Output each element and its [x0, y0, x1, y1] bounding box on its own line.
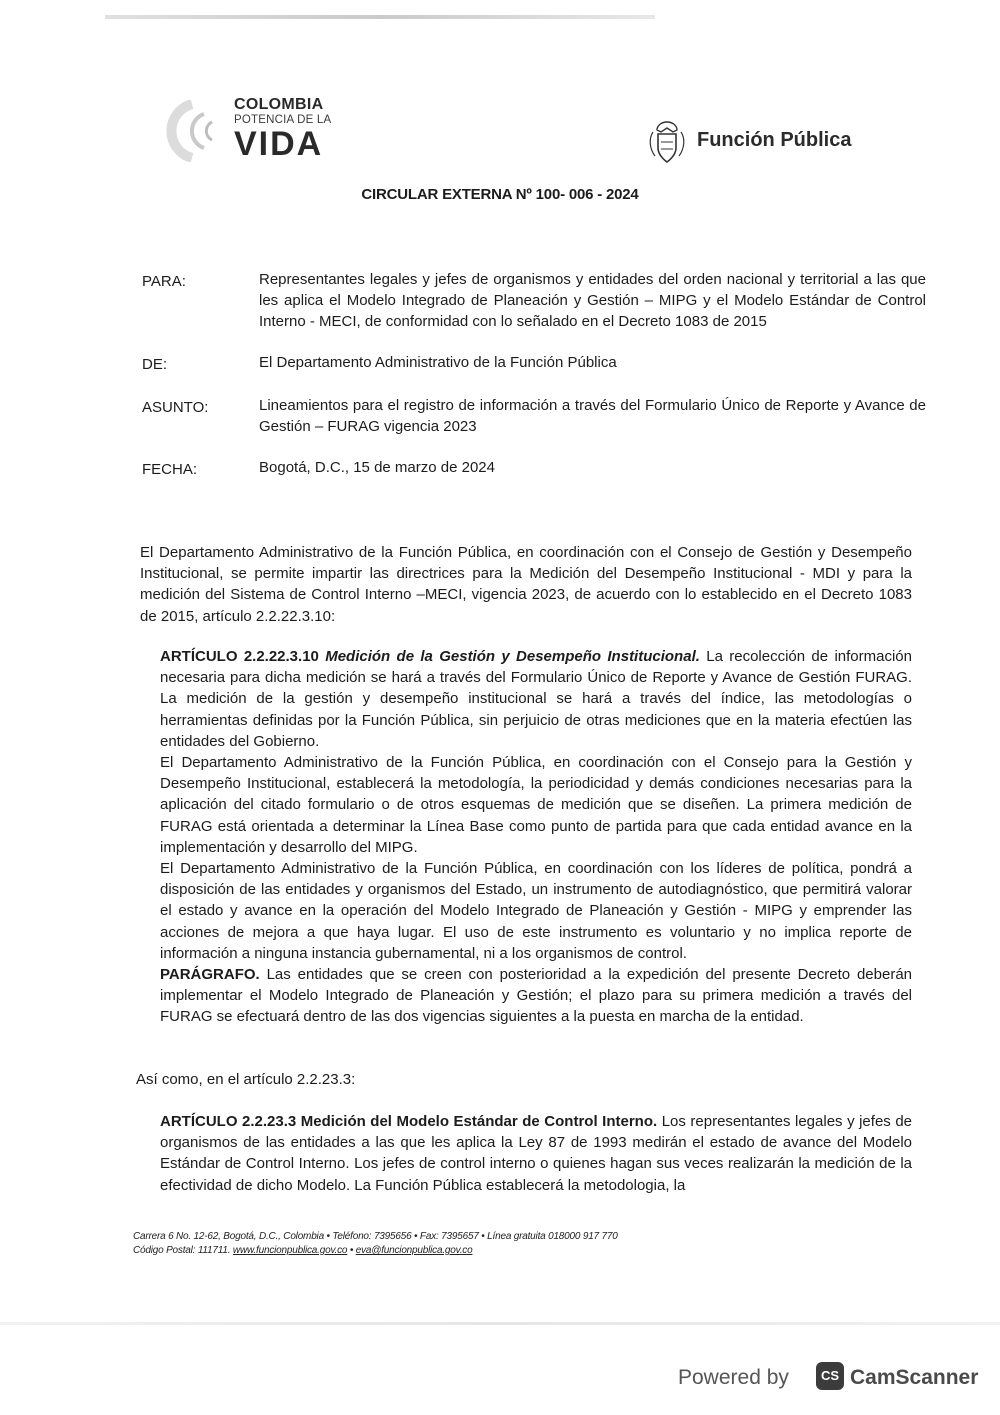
meta-value-asunto: Lineamientos para el registro de información a través del Formulario Único de Reporte y Avance de Gestión – FURAG vigencia 2023: [259, 397, 926, 435]
paragrafo-text: Las entidades que se creen con posterioridad a la expedición del presente Decreto deberán implementar el Modelo Integrado de Planeación y Gestión; el plazo para su primera medición a través del FURAG se efectuará dentro de las dos vigencias siguientes a la puesta en marcha de la entidad.: [160, 966, 912, 1026]
camscanner-icon: CS: [816, 1362, 844, 1390]
transition-text: Así como, en el artículo 2.2.23.3:: [136, 1071, 356, 1088]
scan-artifact-top: [105, 15, 655, 19]
meta-value-de: El Departamento Administrativo de la Función Pública: [259, 354, 617, 371]
article1-heading: ARTÍCULO 2.2.22.3.10: [160, 648, 326, 665]
logo-line-potencia: POTENCIA DE LA: [234, 114, 332, 126]
article1-paragraph-1: [160, 646, 912, 752]
coat-of-arms-icon: [645, 118, 689, 166]
colombia-logo-mark-icon: [152, 100, 220, 162]
circular-title: CIRCULAR EXTERNA Nº 100- 006 - 2024: [361, 186, 639, 203]
powered-by-text: Powered by: [678, 1366, 789, 1389]
footer-separator: •: [347, 1245, 356, 1256]
logo-line-colombia: COLOMBIA: [234, 96, 324, 113]
article1-paragrafo: [160, 964, 912, 1028]
paragrafo-label: PARÁGRAFO.: [160, 966, 260, 984]
meta-label-de: DE:: [142, 356, 168, 373]
meta-label-asunto: ASUNTO:: [142, 399, 209, 416]
article1-text-1: La recolección de información necesaria para dicha medición se hará a través del Formulario Único de Reporte y Avance de Gestión FURAG. La medición de la gestión y desempeño institucional se hará a través del índice, las metodologías o herramientas definidas por la Función Pública, sin perjuicio de otras mediciones que en la materia efectúen las entidades del Gobierno.: [160, 648, 912, 750]
meta-label-fecha: FECHA:: [142, 461, 198, 478]
article2-text: Los representantes legales y jefes de organismos de las entidades a las que les aplica la Ley 87 de 1993 medirán el estado de avance del Modelo Estándar de Control Interno. Los jefes de control interno o quienes hagan sus veces realizarán la medición de la efectividad de dicho Modelo. La Función Pública establecerá la metodologia, la: [160, 1113, 913, 1194]
meta-row-de: [142, 352, 922, 376]
meta-row-asunto: [142, 395, 926, 439]
funcion-publica-logo-text: Función Pública: [697, 129, 852, 151]
colombia-logo-text: [234, 96, 331, 161]
footer-postal-code: Código Postal: 111711.: [133, 1245, 233, 1256]
page-footer: [133, 1230, 618, 1258]
article1-paragraph-3: El Departamento Administrativo de la Función Pública, en coordinación con los líderes de política, pondrá a disposición de las entidades y organismos del Estado, un instrumento de autodiagnóstico, que permitirá valorar el estado y avance en la operación del Modelo Integrado de Planeación y Gestión - MIPG y emprender las acciones de mejora a que haya lugar. El uso de este instrumento es voluntario y no implica reporte de información a ninguna instancia gubernamental, ni a los organismos de control.: [160, 860, 912, 962]
meta-value-fecha: Bogotá, D.C., 15 de marzo de 2024: [259, 459, 495, 476]
funcion-publica-logo: [645, 118, 875, 168]
logo-line-vida: VIDA: [234, 125, 324, 163]
camscanner-brand: CamScanner: [850, 1366, 979, 1389]
article2-heading: ARTÍCULO 2.2.23.3 Medición del Modelo Estándar de Control Interno.: [160, 1113, 658, 1130]
article-2-2-22-3-10: [160, 646, 912, 1028]
footer-website-link[interactable]: www.funcionpublica.gov.co: [232, 1245, 348, 1256]
article1-paragraph-2: El Departamento Administrativo de la Función Pública, en coordinación con el Consejo para la Gestión y Desempeño Institucional, establecerá la metodología, la periodicidad y demás condiciones necesarias para la aplicación del citado formulario o de otros esquemas de medición que se diseñen. La primera medición de FURAG está orientada a determinar la Línea Base como punto de partida para que cada entidad avance en la implementación y desarrollo del MIPG.: [160, 754, 912, 856]
footer-email-link[interactable]: eva@funcionpublica.gov.co: [355, 1245, 473, 1256]
meta-row-para: [142, 269, 926, 333]
footer-contact: [133, 1244, 618, 1258]
meta-value-para: Representantes legales y jefes de organismos y entidades del orden nacional y territorial a las que les aplica el Modelo Integrado de Planeación y Gestión – MIPG y el Modelo Estándar de Control Interno - MECI, de conformidad con lo señalado en el Decreto 1083 de 2015: [259, 271, 926, 330]
article1-title: Medición de la Gestión y Desempeño Institucional.: [325, 648, 700, 665]
intro-paragraph: El Departamento Administrativo de la Función Pública, en coordinación con el Consejo de Gestión y Desempeño Institucional, se permite impartir las directrices para la Medición del Desempeño Institucional - MDI y para la medición del Sistema de Control Interno –MECI, vigencia 2023, de acuerdo con lo establecido en el Decreto 1083 de 2015, artículo 2.2.22.3.10:: [140, 544, 912, 625]
colombia-potencia-de-la-vida-logo: [152, 96, 352, 166]
scan-artifact-bottom: [0, 1322, 1000, 1325]
article-2-2-23-3: [160, 1111, 912, 1196]
meta-row-fecha: [142, 457, 922, 481]
meta-label-para: PARA:: [142, 273, 186, 290]
footer-address: Carrera 6 No. 12-62, Bogotá, D.C., Colombia • Teléfono: 7395656 • Fax: 7395657 • Línea gratuita 018000 917 770: [133, 1231, 618, 1242]
